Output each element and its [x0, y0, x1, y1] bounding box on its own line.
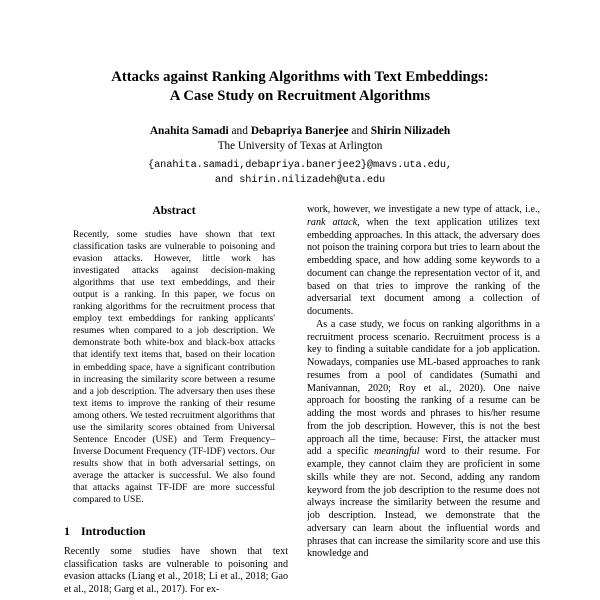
right-paragraph-2 [307, 319, 540, 561]
abstract-body: Recently, some studies have shown that text classification tasks are vulnerable to poisoning and evasion attacks. However, little work has investigated attacks against decision-making algorithms that use text embeddings, and their output is a ranking. In this paper, we focus on ranking algorithms for the recruitment process that employ text embeddings for ranking applicants' resumes when compared to a job description. We demonstrate both white-box and black-box attacks that identify text items that, based on their location in embedding space, have a significant contribution in increasing the similarity score between a resume and a job description. The adversary then uses these text items to improve the ranking of their resume among others. We tested recruitment algorithms that use the similarity scores obtained from Universal Sentence Encoder (USE) and Term Frequency–Inverse Document Frequency (TF-IDF) vectors. Our results show that in both adversarial settings, on average the attacker is successful. We also found that attacks against TF-IDF are more successful compared to USE. [73, 229, 275, 506]
right-para2-emphasis: meaningful [374, 446, 420, 458]
abstract-section [73, 204, 275, 506]
title-line-1: Attacks against Ranking Algorithms with Text Embeddings: [111, 69, 489, 85]
email-line-2: and shirin.nilizadeh@uta.edu [214, 173, 386, 186]
paper-header [0, 0, 600, 187]
title-line-2: A Case Study on Recruitment Algorithms [169, 87, 431, 104]
right-column [307, 204, 540, 600]
author-name-2: Debapriya Banerjee [250, 125, 349, 137]
right-para1-emphasis: rank attack [307, 216, 358, 228]
section-heading-introduction [64, 524, 288, 538]
abstract-heading: Abstract [152, 204, 196, 217]
introduction-paragraph-1: Recently some studies have shown that text classification tasks are vulnerable to poisoning and evasion attacks (Liang et al., 2018; Li et al., 2018; Gao et al., 2018; Garg et al., 2017). For ex- [64, 546, 288, 596]
body-columns [0, 204, 600, 600]
section-title: Introduction [81, 524, 146, 539]
right-para2-text-1: As a case study, we focus on ranking algorithms in a recruitment process scenario. Recruitment process is a key to finding a suitable candidate for a job application. Nowadays, companies use ML-based approaches to rank resumes from a pool of candidates (Sumathi and Manivannan, 2020; Roy et al., 2020). One naive approach for boosting the ranking of a resume can be adding the most words and phrases to his/her resume from the job description. However, this is not the best approach all the time, because: First, the attacker must add a specific [307, 318, 540, 458]
section-number: 1 [64, 524, 70, 539]
email-line-1: {anahita.samadi,debapriya.banerjee2}@mavs.uta.edu, [148, 159, 452, 171]
right-paragraph-1 [307, 204, 540, 319]
author-separator-1: and [231, 125, 248, 137]
left-column [64, 204, 288, 600]
author-list [0, 124, 600, 138]
author-emails [0, 158, 600, 187]
author-name-1: Anahita Samadi [149, 125, 229, 137]
right-para1-text-2: , when the text application utilizes text embedding approaches. In this attack, the adversary does not poison the training corpora but tries to learn about the embedding space, and how adding some keywords to a document can change the representation vector of it, and based on that tries to improve the ranking of the adversarial text document among a collection of documents. [307, 216, 540, 317]
author-separator-2: and [351, 125, 368, 137]
right-para2-text-2: word to their resume. For example, they cannot claim they are proficient in some skills while they are not. Second, adding any random keyword from the job description to the resume does not always increase the similarity between the resume and job description. Instead, we demonstrate that the adversary can learn about the influential words and phrases that can increase the similarity score and use this knowledge and [307, 446, 540, 560]
right-para1-text-1: work, however, we investigate a new type of attack, i.e., [307, 204, 540, 215]
author-name-3: Shirin Nilizadeh [370, 125, 451, 137]
affiliation: The University of Texas at Arlington [217, 140, 383, 152]
page-title [65, 68, 535, 105]
